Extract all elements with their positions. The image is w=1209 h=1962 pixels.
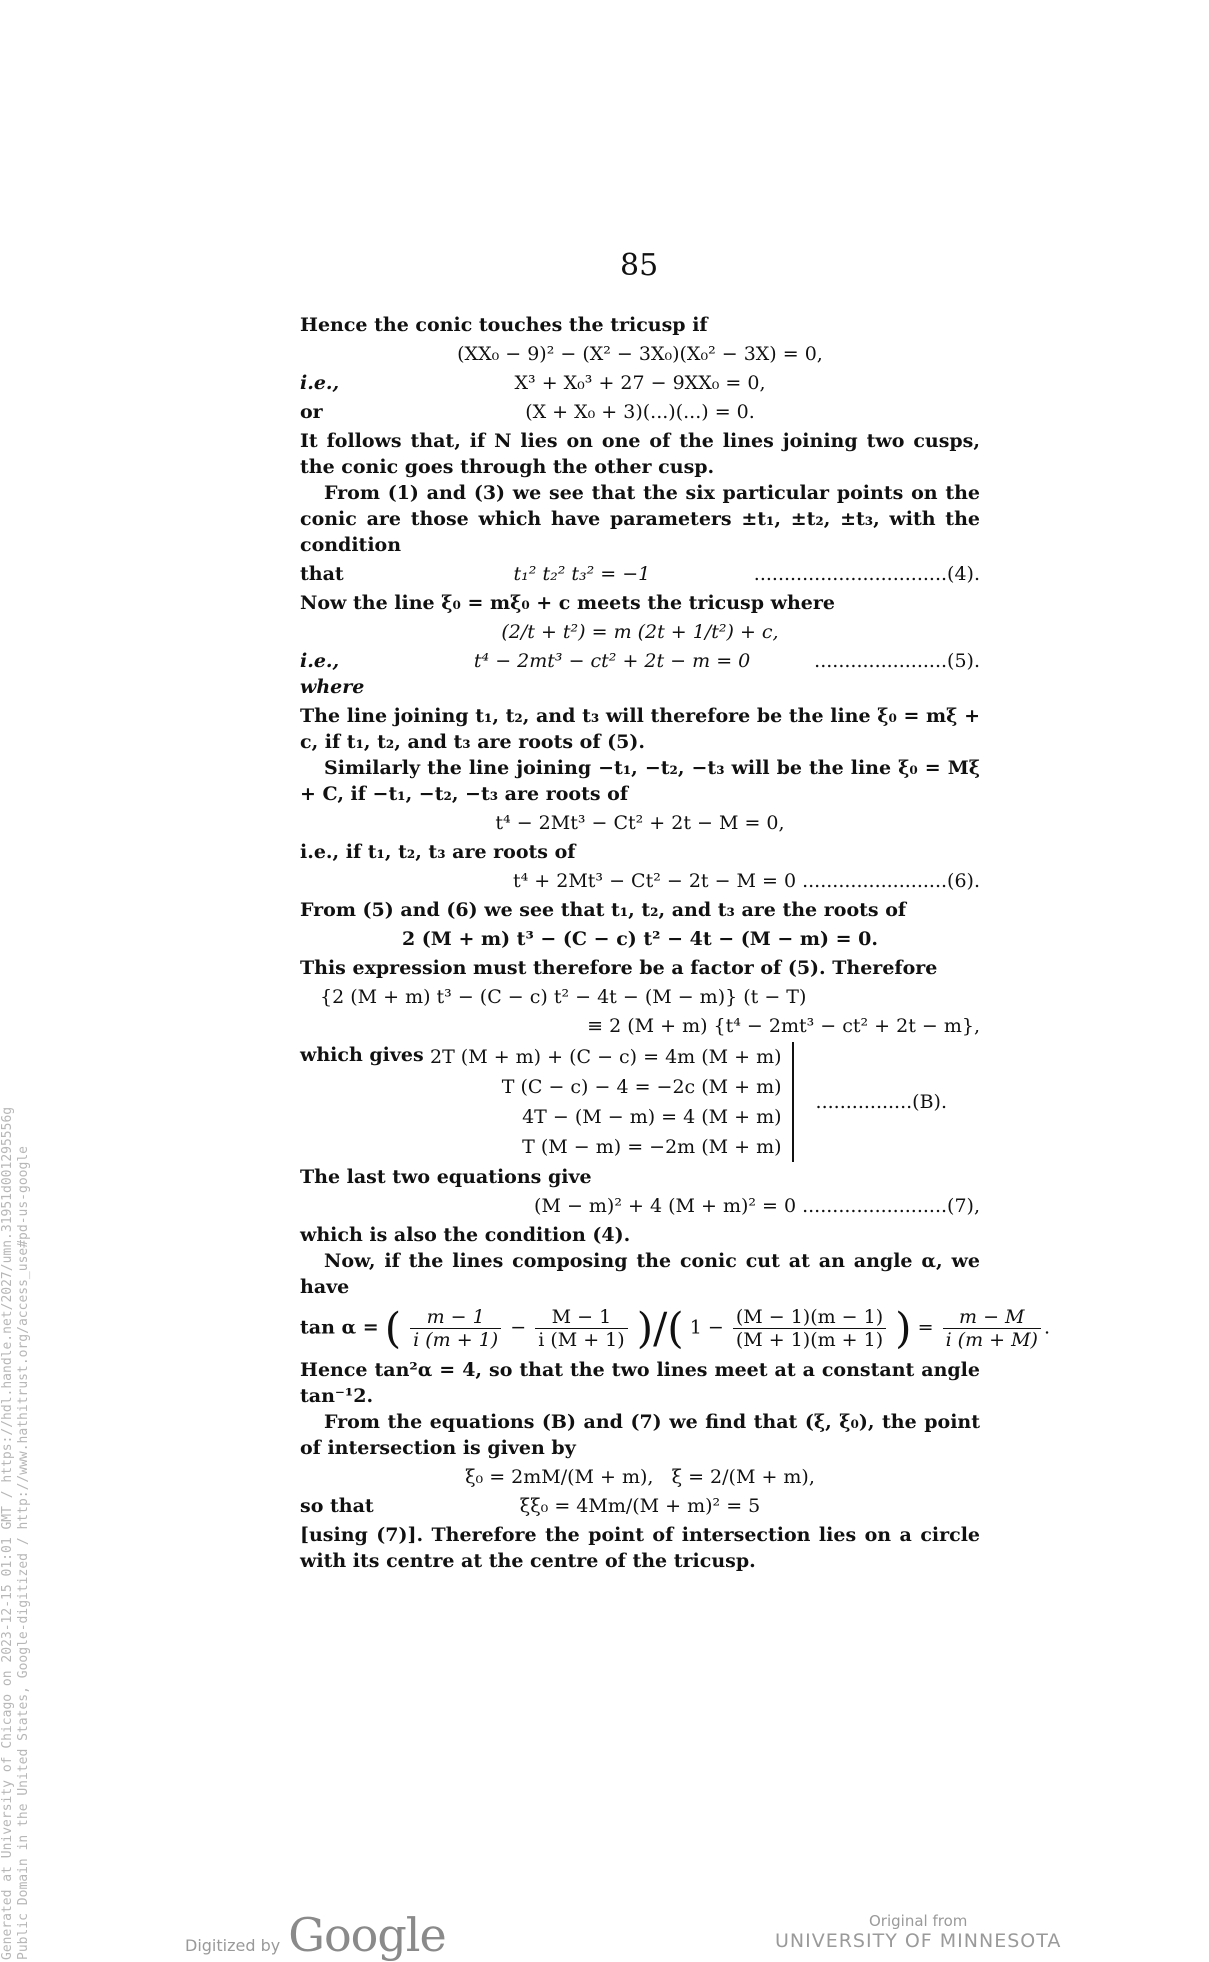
so-that-label: so that	[300, 1495, 374, 1517]
page-body	[300, 312, 1051, 1574]
fraction-2: $\frac{M - 1}{i (M + 1)}$	[535, 1306, 627, 1351]
equation-3-row	[300, 399, 980, 425]
equation-6-number: ........................(6).	[802, 870, 980, 892]
system-b-row-3: 4T − (M − m) = 4 (M + m)	[522, 1106, 782, 1128]
equation-8a-row	[300, 984, 980, 1010]
paragraph-15: [using (7)]. Therefore the point of intersection lies on a circle with its centre at the centre of the tricusp.	[300, 1524, 980, 1572]
original-from-label: Original from	[868, 1912, 968, 1930]
paragraph-13: Hence tan²α = 4, so that the two lines meet at a constant angle tan⁻¹2.	[300, 1359, 980, 1407]
paragraph-10: The last two equations give	[300, 1166, 592, 1188]
equation-1: (XX₀ − 9)² − (X² − 3X₀)(X₀² − 3X) = 0,	[457, 343, 823, 365]
equation-5a: (2/t + t²) = m (2t + 1/t²) + c,	[501, 621, 779, 643]
paragraph-7: i.e., if t₁, t₂, t₃ are roots of	[300, 841, 576, 863]
equation-5-number: ......................(5).	[814, 650, 980, 672]
equation-10-row	[300, 1464, 980, 1490]
paragraph-8: From (5) and (6) we see that t₁, t₂, and t₃ are the roots of	[300, 899, 907, 921]
tan-alpha-equation: tan α = ( $\frac{m - 1}{i (m + 1)}$ − $\frac{M - 1}{i (M + 1)}$ )/( 1 − $\frac{(M - 1)(m - 1)}{(M + 1)(m + 1)}$ ) = $\frac{m - M}{i (m + M)}$ .	[300, 1303, 1051, 1353]
paragraph-14: From the equations (B) and (7) we find that (ξ, ξ₀), the point of intersection is given by	[300, 1411, 980, 1459]
system-b-row-1: 2T (M + m) + (C − c) = 4m (M + m)	[430, 1046, 782, 1068]
fraction-1: $\frac{m - 1}{i (m + 1)}$	[410, 1306, 501, 1351]
equation-8a: {2 (M + m) t³ − (C − c) t² − 4t − (M − m)} (t − T)	[320, 986, 807, 1008]
digitized-by-google	[185, 1908, 446, 1962]
system-b-row-4: T (M − m) = −2m (M + m)	[522, 1136, 782, 1158]
paragraph-9: This expression must therefore be a factor of (5). Therefore	[300, 957, 938, 979]
fraction-3: $\frac{(M - 1)(m - 1)}{(M + 1)(m + 1)}$	[733, 1306, 886, 1351]
equation-4: t₁² t₂² t₃² = −1	[513, 563, 651, 585]
equation-6a: t⁴ − 2Mt³ − Ct² + 2t − M = 0,	[495, 812, 785, 834]
digitized-by-label: Digitized by	[185, 1936, 281, 1955]
equation-5a-row	[300, 619, 980, 645]
equation-4-row	[300, 561, 980, 587]
paragraph-5: The line joining t₁, t₂, and t₃ will therefore be the line ξ₀ = mξ + c, if t₁, t₂, and t₃ are roots of (5).	[300, 705, 980, 753]
or-label: or	[300, 401, 323, 423]
system-b-number: ................(B).	[815, 1091, 948, 1113]
fraction-4: $\frac{m - M}{i (m + M)}$	[943, 1306, 1041, 1351]
tan-alpha-label: tan α =	[300, 1316, 379, 1339]
equation-7a-row	[300, 926, 980, 952]
paragraph-6: Similarly the line joining −t₁, −t₂, −t₃ will be the line ξ₀ = Mξ + C, if −t₁, −t₂, −t₃ are roots of	[300, 757, 980, 805]
equation-9-row	[300, 1193, 980, 1219]
paragraph-12: Now, if the lines composing the conic cut at an angle α, we have	[300, 1250, 980, 1298]
which-gives-label: which gives	[300, 1044, 424, 1066]
original-from-block	[775, 1912, 1061, 1952]
system-b-row-2: T (C − c) − 4 = −2c (M + m)	[501, 1076, 782, 1098]
ie-where-label: i.e., where	[300, 650, 365, 698]
paragraph-4: Now the line ξ₀ = mξ₀ + c meets the tricusp where	[300, 592, 835, 614]
equation-3: (X + X₀ + 3)(...)(...) = 0.	[525, 401, 755, 423]
equation-11: ξξ₀ = 4Mm/(M + m)² = 5	[519, 1495, 761, 1517]
paragraph-3: From (1) and (3) we see that the six particular points on the conic are those which have parameters ±t₁, ±t₂, ±t₃, with the condition	[300, 482, 980, 556]
hathitrust-watermark	[0, 980, 32, 1960]
equation-1-row	[300, 341, 980, 367]
paragraph-11: which is also the condition (4).	[300, 1224, 631, 1246]
equation-8b-row	[300, 1013, 980, 1039]
page-number: 85	[620, 248, 659, 283]
equation-5-row	[300, 648, 980, 700]
equation-7a: 2 (M + m) t³ − (C − c) t² − 4t − (M − m) = 0.	[401, 928, 879, 950]
google-logo: Google	[288, 1908, 446, 1962]
equation-8b: ≡ 2 (M + m) {t⁴ − 2mt³ − ct² + 2t − m},	[587, 1015, 980, 1037]
university-name: UNIVERSITY OF MINNESOTA	[775, 1930, 1062, 1952]
watermark-line-2: Public Domain in the United States, Google-digitized / http://www.hathitrust.org/access_use#pd-us-google	[16, 1146, 31, 1960]
equation-11-row	[300, 1493, 980, 1519]
equation-4-number: ................................(4).	[753, 563, 980, 585]
equation-5: t⁴ − 2mt³ − ct² + 2t − m = 0	[473, 650, 751, 672]
equation-2: X³ + X₀³ + 27 − 9XX₀ = 0,	[514, 372, 766, 394]
that-label: that	[300, 563, 344, 585]
watermark-line-1: Generated at University of Chicago on 2023-12-15 01:01 GMT / https://hdl.handle.net/2027/umn.31951d001295556g	[0, 1106, 15, 1960]
one-minus: 1 −	[689, 1316, 724, 1339]
equation-2-row	[300, 370, 980, 396]
equation-9: (M − m)² + 4 (M + m)² = 0	[534, 1195, 797, 1217]
ie-label: i.e.,	[300, 372, 340, 394]
equation-10: ξ₀ = 2mM/(M + m), ξ = 2/(M + m),	[465, 1466, 815, 1488]
system-b-rows	[430, 1042, 794, 1162]
paragraph-1: Hence the conic touches the tricusp if	[300, 314, 708, 336]
equation-6a-row	[300, 810, 980, 836]
paragraph-2: It follows that, if N lies on one of the lines joining two cusps, the conic goes through the other cusp.	[300, 430, 980, 478]
equation-6: t⁴ + 2Mt³ − Ct² − 2t − M = 0	[512, 870, 797, 892]
equation-9-number: ........................(7),	[802, 1195, 980, 1217]
equation-system-b	[300, 1042, 980, 1162]
equation-6-row	[300, 868, 980, 894]
